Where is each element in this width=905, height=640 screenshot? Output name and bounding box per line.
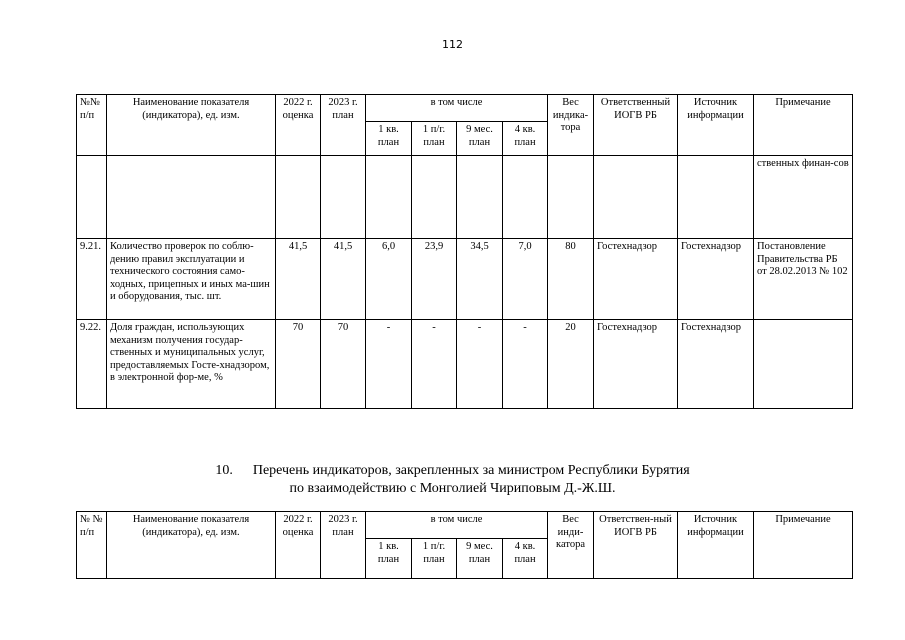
row-note: Постановление Правительства РБ от 28.02.2013 № 102 [754,239,853,320]
row-name: Доля граждан, использующих механизм получения государ-ственных и муниципальных услуг, предоставляемых Госте-хнадзором, в электронной фор-ме, % [107,320,276,409]
header-including: в том числе [366,95,548,122]
indicators-table-section-10 [76,511,853,579]
table-row [77,320,853,409]
row-2022: 41,5 [276,239,321,320]
header-source: Источник информации [678,512,754,579]
header-q1: 1 кв. план [366,122,412,156]
header-num: №№ п/п [77,95,107,156]
row-name: Количество проверок по соблю-дению правил эксплуатации и технического состояния само-ходных, прицепных и иных ма-шин и оборудования, тыс. шт. [107,239,276,320]
row-9m: 34,5 [457,239,503,320]
row-num: 9.21. [77,239,107,320]
row-note [754,320,853,409]
header-num: № № п/п [77,512,107,579]
row-responsible: Гостехнадзор [594,320,678,409]
header-9m: 9 мес. план [457,122,503,156]
header-9m: 9 мес. план [457,539,503,579]
section-title [0,462,905,498]
row-2023: 41,5 [321,239,366,320]
header-q4: 4 кв. план [503,539,548,579]
section-line-1: Перечень индикаторов, закрепленных за министром Республики Бурятия [252,463,690,478]
indicators-table [76,94,853,409]
header-note: Примечание [754,512,853,579]
row-h1: - [412,320,457,409]
row-q4: 7,0 [503,239,548,320]
header-q4: 4 кв. план [503,122,548,156]
page-number: 112 [442,38,463,51]
row-weight: 80 [548,239,594,320]
row-2022: 70 [276,320,321,409]
header-q1: 1 кв. план [366,539,412,579]
row-num: 9.22. [77,320,107,409]
section-number: 10. [215,463,233,478]
header-note: Примечание [754,95,853,156]
header-weight: Вес инди-катора [548,512,594,579]
header-source: Источник информации [678,95,754,156]
header-2022: 2022 г. оценка [276,512,321,579]
row-9m: - [457,320,503,409]
header-2023: 2023 г. план [321,95,366,156]
section-line-2: по взаимодействию с Монголией Чириповым Д.-Ж.Ш. [289,481,616,496]
header-name: Наименование показателя (индикатора), ед. изм. [107,512,276,579]
row-q1: - [366,320,412,409]
header-responsible: Ответственный ИОГВ РБ [594,95,678,156]
header-h1: 1 п/г. план [412,539,457,579]
row-q1: 6,0 [366,239,412,320]
row-source: Гостехнадзор [678,239,754,320]
table-row [77,239,853,320]
header-2022: 2022 г. оценка [276,95,321,156]
row-responsible: Гостехнадзор [594,239,678,320]
header-h1: 1 п/г. план [412,122,457,156]
header-2023: 2023 г. план [321,512,366,579]
row-weight: 20 [548,320,594,409]
header-weight: Вес индика-тора [548,95,594,156]
row-2023: 70 [321,320,366,409]
row-source: Гостехнадзор [678,320,754,409]
row-h1: 23,9 [412,239,457,320]
header-name: Наименование показателя (индикатора), ед. изм. [107,95,276,156]
row-q4: - [503,320,548,409]
header-including: в том числе [366,512,548,539]
header-responsible: Ответствен-ный ИОГВ РБ [594,512,678,579]
table-row [77,156,853,239]
continuation-note: ственных финан-сов [754,156,853,239]
